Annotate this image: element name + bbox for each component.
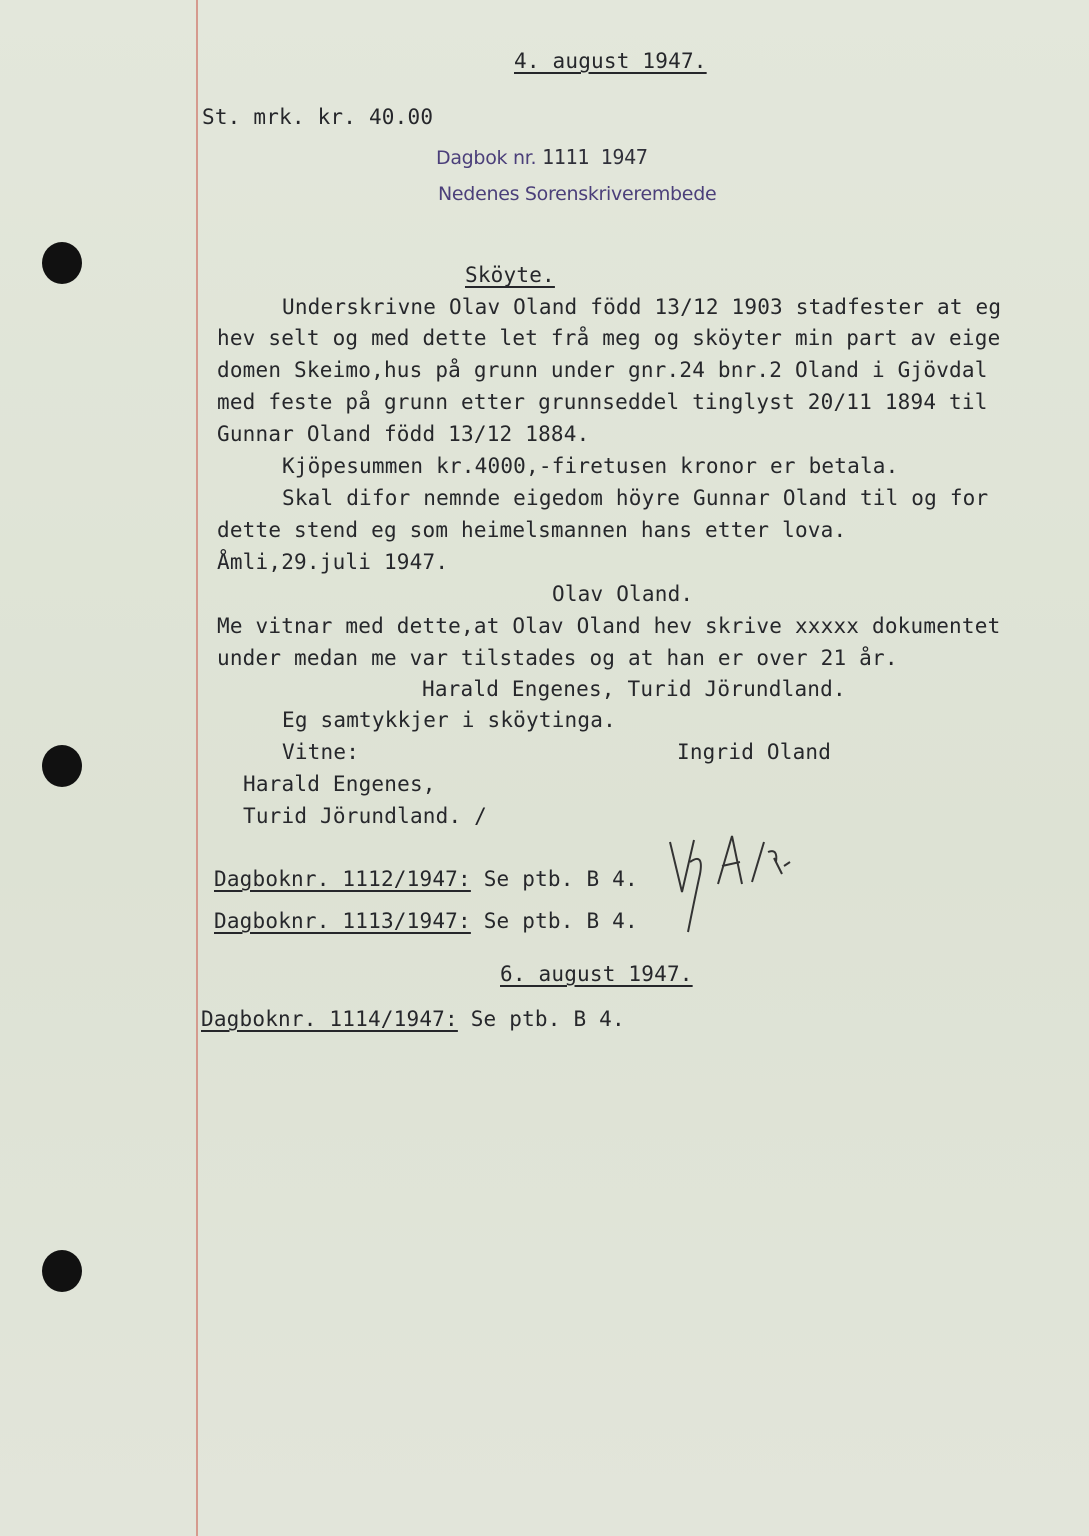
witness-2: Turid Jörundland. /: [243, 804, 488, 828]
diary-entry-ref: Dagboknr. 1113/1947:: [214, 909, 471, 933]
deed-line: Underskrivne Olav Oland född 13/12 1903 stadfester at eg: [282, 295, 1002, 319]
diary-entry: [214, 908, 638, 934]
stamp-label: Dagbok nr.: [436, 147, 537, 169]
deed-line: domen Skeimo,hus på grunn under gnr.24 bnr.2 Oland i Gjövdal: [217, 358, 988, 382]
deed-line: med feste på grunn etter grunnseddel tinglyst 20/11 1894 til: [217, 390, 988, 414]
diary-entry-note: Se ptb. B 4.: [470, 1007, 625, 1031]
diary-entry-ref: Dagboknr. 1112/1947:: [214, 867, 471, 891]
witness-1: Harald Engenes,: [243, 772, 436, 796]
punch-hole: [42, 745, 82, 787]
deed-title: Sköyte.: [465, 263, 555, 287]
registry-stamp-line1: [436, 144, 648, 171]
deed-line: dette stend eg som heimelsmannen hans etter lova.: [217, 518, 847, 542]
diary-entry: [214, 866, 638, 892]
handwritten-initials: [660, 822, 800, 942]
deed-line: Skal difor nemnde eigedom höyre Gunnar Oland til og for: [282, 486, 989, 510]
punch-hole: [42, 1250, 82, 1292]
deed-line: hev selt og med dette let frå meg og sköyter min part av eige: [217, 326, 1001, 350]
date-heading-2: 6. august 1947.: [500, 962, 693, 986]
registry-stamp-line2: Nedenes Sorenskriverembede: [438, 183, 717, 205]
witness-names: Harald Engenes, Turid Jörundland.: [422, 677, 846, 701]
stamp-duty: St. mrk. kr. 40.00: [202, 105, 434, 129]
deed-place-date: Åmli,29.juli 1947.: [217, 550, 449, 574]
deed-line: under medan me var tilstades og at han er over 21 år.: [217, 646, 898, 670]
punch-hole: [42, 242, 82, 284]
deed-line: Gunnar Oland född 13/12 1884.: [217, 422, 590, 446]
consent-line: Eg samtykkjer i sköytinga.: [282, 708, 616, 732]
deed-signatory: Olav Oland.: [552, 582, 694, 606]
diary-entry: [201, 1006, 625, 1032]
diary-entry-ref: Dagboknr. 1114/1947:: [201, 1007, 458, 1031]
consenting-party: Ingrid Oland: [677, 740, 832, 764]
diary-entry-note: Se ptb. B 4.: [483, 909, 638, 933]
diary-entry-note: Se ptb. B 4.: [483, 867, 638, 891]
deed-line: Kjöpesummen kr.4000,-firetusen kronor er betala.: [282, 454, 899, 478]
witness-label: Vitne:: [282, 740, 360, 764]
stamp-number: 1111 1947: [541, 145, 648, 169]
deed-line: Me vitnar med dette,at Olav Oland hev skrive xxxxx dokumentet: [217, 614, 1001, 638]
date-heading: 4. august 1947.: [514, 49, 707, 73]
margin-line: [196, 0, 198, 1536]
